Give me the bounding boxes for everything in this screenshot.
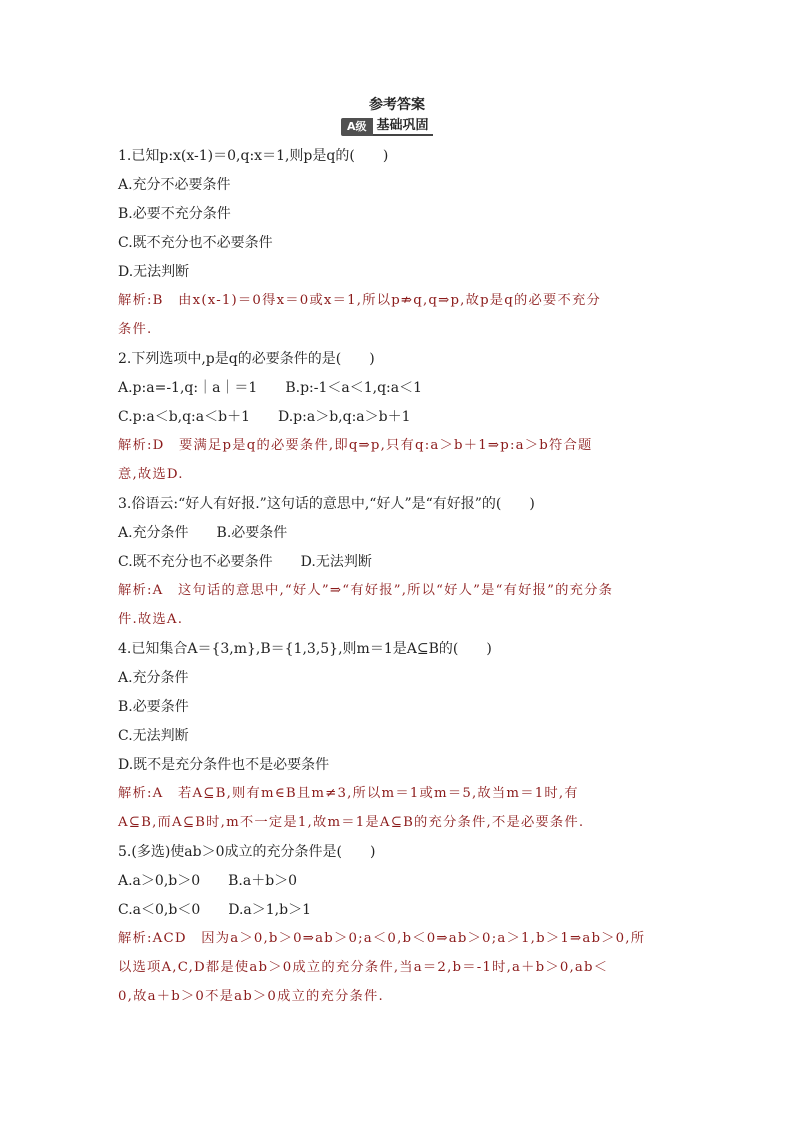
section-header bbox=[341, 118, 433, 136]
option-line: A.充分不必要条件 bbox=[118, 177, 231, 193]
question-5: 5.(多选)使ab＞0成立的充分条件是( ) bbox=[118, 844, 376, 860]
answer-explanation: 解析:D 要满足p是q的必要条件,即q⇒p,只有q:a＞b＋1⇒p:a＞b符合题 bbox=[118, 438, 593, 453]
option-line: A.a＞0,b＞0 B.a＋b＞0 bbox=[118, 873, 298, 889]
answer-explanation: 解析:A 若A⊆B,则有m∈B且m≠3,所以m＝1或m＝5,故当m＝1时,有 bbox=[118, 786, 579, 801]
option-line: C.a＜0,b＜0 D.a＞1,b＞1 bbox=[118, 902, 311, 918]
page-title: 参考答案 bbox=[369, 97, 425, 113]
answer-explanation: A⊆B,而A⊆B时,m不一定是1,故m＝1是A⊆B的充分条件,不是必要条件. bbox=[118, 815, 585, 830]
option-line: A.充分条件 bbox=[118, 670, 189, 686]
answer-explanation: 以选项A,C,D都是使ab＞0成立的充分条件,当a＝2,b＝-1时,a＋b＞0,ab＜ bbox=[118, 960, 609, 975]
answer-explanation: 件.故选A. bbox=[118, 612, 184, 627]
answer-explanation: 解析:ACD 因为a＞0,b＞0⇒ab＞0;a＜0,b＜0⇒ab＞0;a＞1,b＞1⇒ab＞0,所 bbox=[118, 931, 646, 946]
question-4: 4.已知集合A＝{3,m},B＝{1,3,5},则m＝1是A⊆B的( ) bbox=[118, 641, 492, 657]
option-line: B.必要条件 bbox=[118, 699, 189, 715]
option-line: B.必要不充分条件 bbox=[118, 206, 231, 222]
option-line: C.既不充分也不必要条件 D.无法判断 bbox=[118, 554, 372, 570]
option-line: D.既不是充分条件也不是必要条件 bbox=[118, 757, 330, 773]
question-1: 1.已知p:x(x-1)＝0,q:x＝1,则p是q的( ) bbox=[118, 148, 389, 164]
option-line: A.p:a=-1,q:｜a｜＝1 B.p:-1＜a＜1,q:a＜1 bbox=[118, 380, 423, 396]
answer-explanation: 解析:B 由x(x-1)＝0得x＝0或x＝1,所以p⇏q,q⇒p,故p是q的必要不充分 bbox=[118, 293, 601, 308]
level-badge: A级 bbox=[341, 118, 373, 136]
option-line: C.既不充分也不必要条件 bbox=[118, 235, 273, 251]
option-line: A.充分条件 B.必要条件 bbox=[118, 525, 288, 541]
question-2: 2.下列选项中,p是q的必要条件的是( ) bbox=[118, 351, 375, 367]
answer-explanation: 0,故a＋b＞0不是ab＞0成立的充分条件. bbox=[118, 989, 384, 1004]
option-line: C.无法判断 bbox=[118, 728, 189, 744]
section-name: 基础巩固 bbox=[373, 118, 433, 136]
answer-explanation: 条件. bbox=[118, 322, 153, 337]
question-3: 3.俗语云:“好人有好报.”这句话的意思中,“好人”是“有好报”的( ) bbox=[118, 496, 535, 512]
answer-explanation: 解析:A 这句话的意思中,“好人”⇒“有好报”,所以“好人”是“有好报”的充分条 bbox=[118, 583, 614, 598]
option-line: D.无法判断 bbox=[118, 264, 190, 280]
option-line: C.p:a＜b,q:a＜b＋1 D.p:a＞b,q:a＞b＋1 bbox=[118, 409, 411, 425]
answer-explanation: 意,故选D. bbox=[118, 467, 184, 482]
